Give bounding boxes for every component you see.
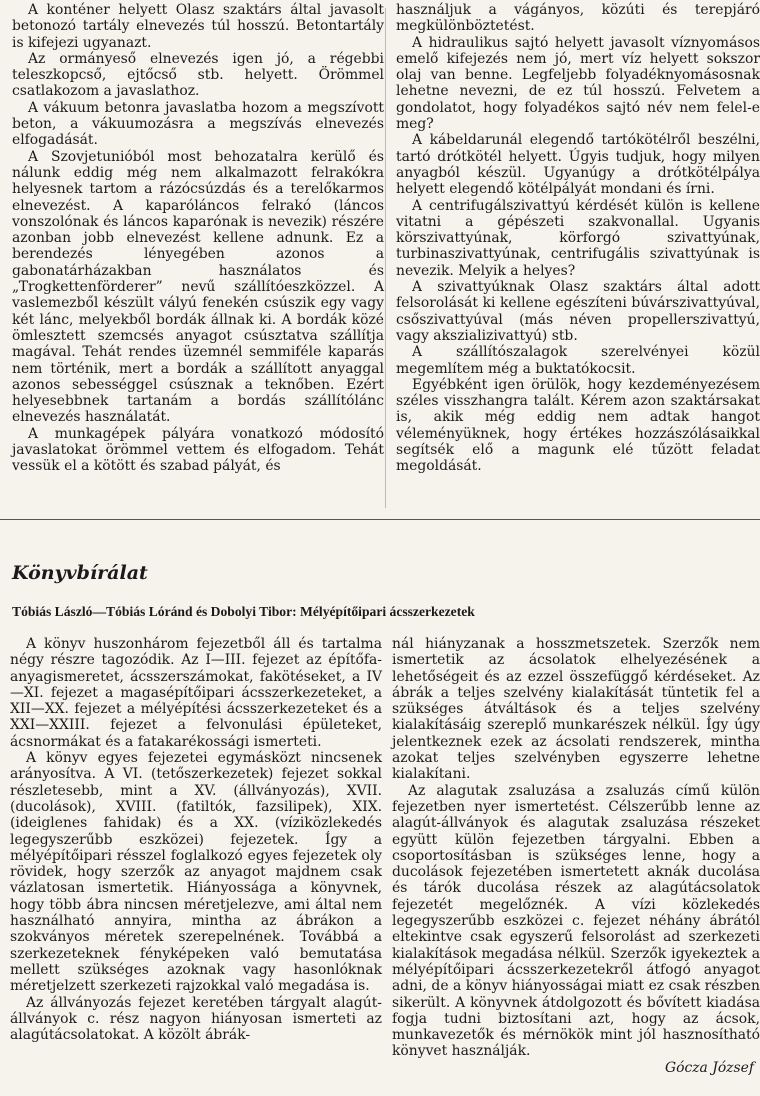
bottom-right-column: [392, 636, 760, 1076]
top-left-column: [12, 2, 384, 475]
paragraph: A kábeldarunál elegendő tartókötélről beszélni, tartó drótkötél helyett. Úgyis tudjuk, hogy milyen anyagból készül. Ugyanúgy a drótkötélpálya helyett elegendő kötélpályát mondani és írni.: [396, 132, 760, 198]
paragraph: A konténer helyett Olasz szaktárs által javasolt betonozó tartály elnevezés túl hosszú. Betontartály is kifejezi ugyanazt.: [12, 2, 384, 51]
paragraph: nál hiányzanak a hosszmetszetek. Szerzők nem ismertetik az ácsolatok elhelyezésének a lehetőségeit és az ezzel összefüggő kérdéseket. Az ábrák a teljes szelvény kialakítását tüntetik fel a szükséges átváltások és a teljes szelvény kialakításáig szereplő munkarészek nélkül. Így úgy jelentkeznek ezek az ácsolati rendszerek, mintha azokat teljes szelvényben egyszerre lehetne kialakítani.: [392, 636, 760, 783]
section-heading: Könyvbírálat: [12, 562, 148, 584]
paragraph: A Szovjetunióból most behozatalra kerülő és nálunk eddig még nem alkalmazott felrakókra helyesnek tartom a rázócsúzdás és a terelőkarmos elnevezést. A kaparóláncos felrakó (láncos vonszolónak és láncos kaparónak is nevezik) részére azonban jobb elnevezést kellene adnunk. Ez a berendezés lényegében azonos a gabonatárházakban használatos és „Trogkettenförderer” nevű szállítóeszközzel. A vaslemezből készült vályú fenekén csúszik egy vagy két lánc, melyekből bordák állnak ki. A bordák közé ömlesztett szemcsés anyagot csúsztatva szállítja magával. Tehát rendes üzemnél semmiféle kaparás nem történik, mert a bordák a szállított anyaggal azonos sebességgel csúsznak a teknőben. Ezért helyesebbnek tartanám a bordás szállítólánc elnevezés használatát.: [12, 148, 384, 426]
top-right-column: [396, 2, 760, 475]
paragraph: A szivattyúknak Olasz szaktárs által adott felsorolását ki kellene egészíteni búvárszivattyúval, csőszivattyúval (más néven propellerszivattyú, vagy akszializivattyú) stb.: [396, 279, 760, 344]
column-divider: [385, 8, 386, 508]
paragraph: A munkagépek pályára vonatkozó módosító javaslatokat örömmel vettem és elfogadom. Tehát vessük el a kötött és szabad pályát, és: [12, 425, 384, 475]
paragraph: A centrifugálszivattyú kérdését külön is kellene vitatni a gépészeti szakvonallal. Ugyanis körszivattyúnak, körforgó szivattyúnak, turbinaszivattyúnak, centrifugális szivattyúnak is nevezik. Melyik a helyes?: [396, 197, 760, 279]
review-title: Tóbiás László—Tóbiás Lóránd és Dobolyi Tibor: Mélyépítőipari ácsszerkezetek: [12, 604, 475, 619]
paragraph: A könyv egyes fejezetei egymásközt nincsenek arányosítva. A VI. (tetőszerkezetek) fejezet sokkal részletesebb, mint a XV. (állványozás), XVII. (ducolások), XVIII. (fatiltók, fazsilipek), XIX. (ideiglenes fahidak) és a XX. (víziközlekedés legegyszerűbb eszközei) fejezetek. Így a mélyépítőipari résszel foglalkozó egyes fejezetek oly rövidek, hogy szerzők az anyagot majdnem csak vázlatosan ismertetik. Hiányossága a könyvnek, hogy több ábra nincsen méretjelezve, ami által nem használható annyira, mintha az ábrákon a szokványos méretek szerepelnének. Továbbá a szerkezeteknek fényképeken való bemutatása mellett szükséges azoknak vagy hasonlóknak méretjelzett szerkezeti rajzokkal való megadása is.: [10, 750, 382, 995]
paragraph: A vákuum betonra javaslatba hozom a megszívott beton, a vákuumozásra a megszívás elnevezés elfogadását.: [12, 99, 384, 149]
paragraph: Az állványozás fejezet keretében tárgyalt alagút-állványok c. rész nagyon hiányosan ismerteti az alagútácsolatokat. A közölt ábrák-: [10, 994, 382, 1044]
paragraph: Az ormányeső elnevezés igen jó, a régebbi teleszkopcső, ejtőcső stb. helyett. Örömmel csatlakozom a javaslathoz.: [12, 50, 384, 100]
paragraph: A könyv huszonhárom fejezetből áll és tartalma négy részre tagozódik. Az I—III. fejezet az építőfa-anyagismeretet, ácsszerszámokat, fakötéseket, a IV—XI. fejezet a magasépítőipari ácsszerkezeteket, a XII—XX. fejezet a mélyépítési ácsszerkezeteket és a XXI—XXIII. fejezet a felvonulási épületeket, ácsnormákat és a fatakarékossági ismerteti.: [10, 636, 382, 750]
paragraph: Az alagutak zsaluzása a zsaluzás című külön fejezetben nyer ismertetést. Célszerűbb lenne az alagút-állványok és alagutak zsaluzása részeket együtt külön fejezetben tárgyalni. Ebben a csoportosításban is szükséges lenne, hogy a ducolások fejezetében ismertetett aknák ducolása és tárók ducolása részek az alagútácsolatok fejezetét megelőznék. A vízi közlekedés legegyszerűbb eszközei c. fejezet néhány ábrától eltekintve csak egyszerű felsorolást ad szerkezeti kialakítások megadása nélkül. Szerzők igyekeztek a mélyépítőipari ácsszerkezetekről átfogó anyagot adni, de a könyv hiányosságai miatt ez csak részben sikerült. A könyvnek átdolgozott és bővített kiadása fogja tudni biztosítani azt, hogy az ácsok, munkavezetők és mérnökök mint jól hasznosítható könyvet használják.: [392, 782, 760, 1060]
paragraph: A szállítószalagok szerelvényei közül megemlítem még a buktatókocsit.: [396, 344, 760, 377]
paragraph: Egyébként igen örülök, hogy kezdeményezésem széles visszhangra talált. Kérem azon szaktársakat is, akik még eddig nem adtak hangot véleményüknek, hogy értékes hozzászólásaikkal segítsék elő a magunk elé tűzött feladat megoldását.: [396, 376, 760, 475]
paragraph: A hidraulikus sajtó helyett javasolt víznyomásos emelő kifejezés nem jó, mert víz helyett sokszor olaj van benne. Legfeljebb folyadéknyomásosnak lehetne nevezni, de ez túl hosszú. Felvetem a gondolatot, hogy folyadékos sajtó név nem felel-e meg?: [396, 34, 760, 133]
bottom-left-column: [10, 636, 382, 1043]
signature: Gócza József: [665, 1059, 754, 1076]
section-divider: [0, 519, 760, 520]
paragraph: használjuk a vágányos, közúti és terepjáró megkülönböztetést.: [396, 2, 760, 35]
